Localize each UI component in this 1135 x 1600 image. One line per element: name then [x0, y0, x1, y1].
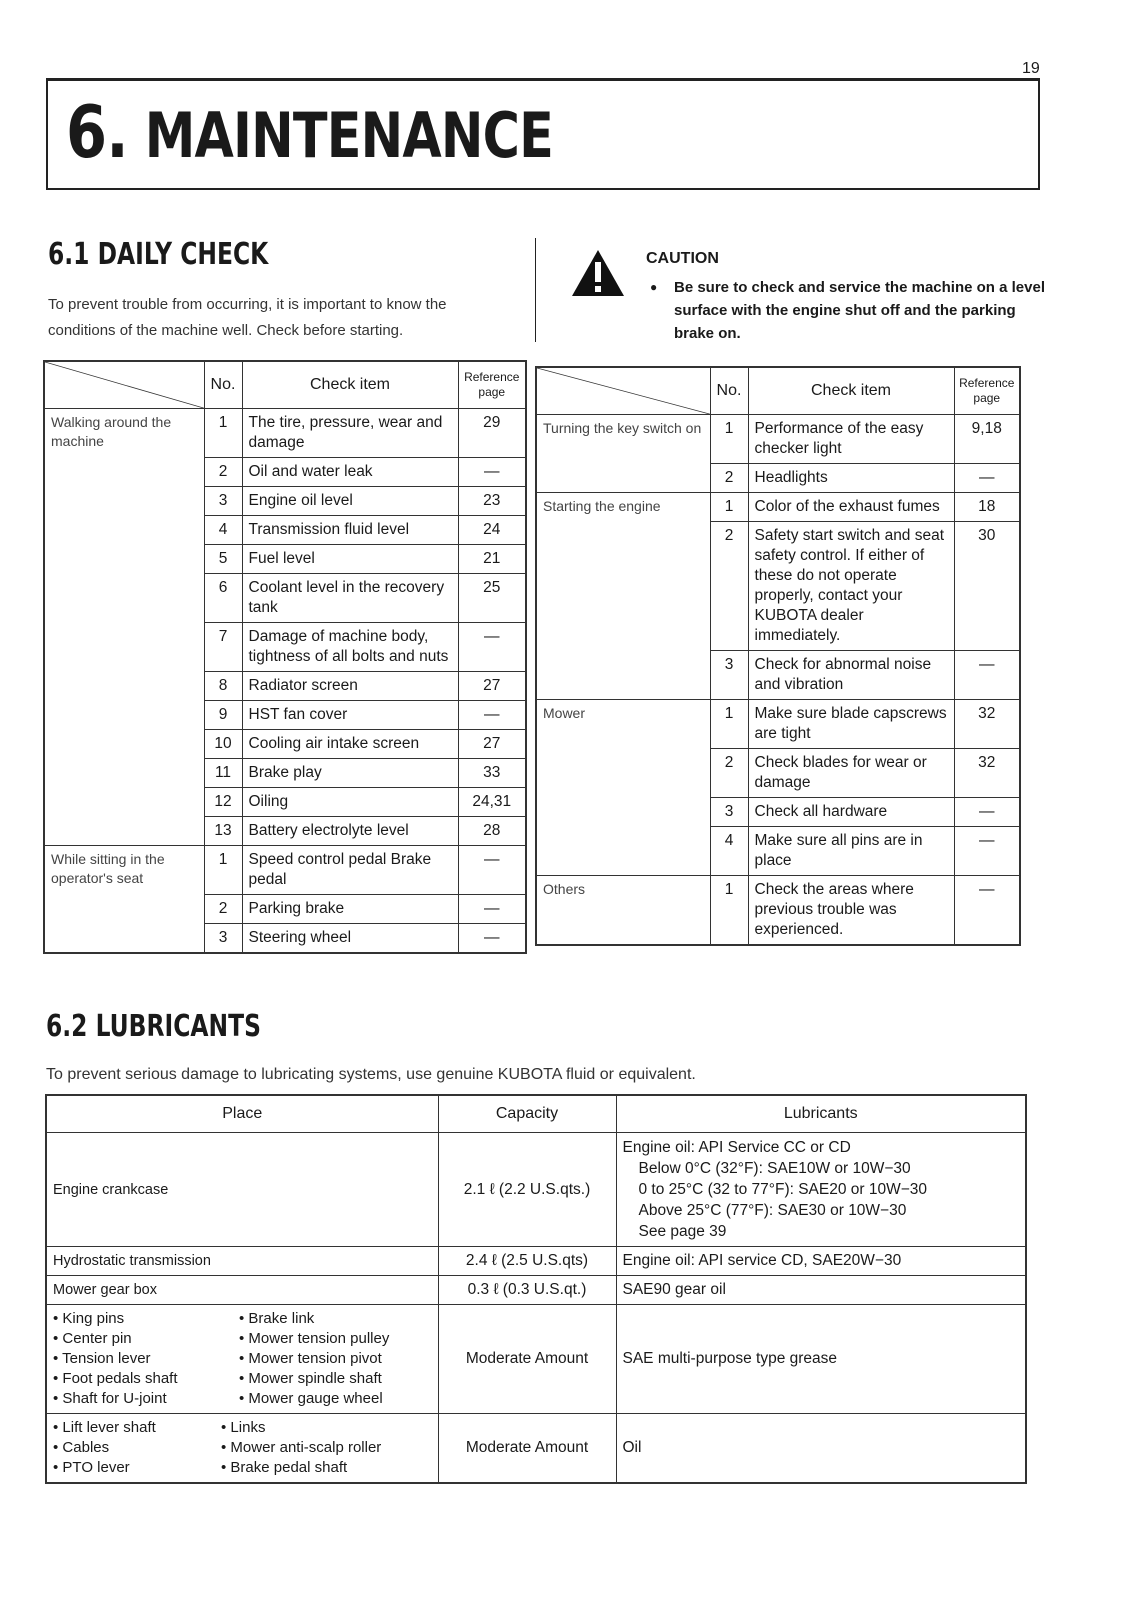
check-item: The tire, pressure, wear and damage	[242, 409, 458, 458]
item-number: 2	[204, 458, 242, 487]
table-row	[46, 1247, 1026, 1276]
table-row	[536, 700, 1020, 749]
grease-point: • Shaft for U-joint	[53, 1389, 231, 1409]
item-number: 13	[204, 817, 242, 846]
check-item: Check for abnormal noise and vibration	[748, 651, 954, 700]
table-row	[44, 846, 526, 895]
place-cell	[46, 1305, 438, 1414]
lubricant-line: 0 to 25°C (32 to 77°F): SAE20 or 10W−30	[638, 1181, 928, 1198]
reference-page: 21	[458, 545, 526, 574]
table-row	[46, 1414, 1026, 1484]
check-item: Headlights	[748, 464, 954, 493]
oil-point: • Links	[221, 1418, 432, 1438]
chapter-title	[66, 90, 554, 174]
chapter-number: 6.	[66, 90, 128, 174]
item-number: 1	[710, 493, 748, 522]
grease-point: • Mower tension pivot	[239, 1349, 432, 1369]
item-number: 5	[204, 545, 242, 574]
reference-page: —	[954, 464, 1020, 493]
reference-page: —	[954, 651, 1020, 700]
item-number: 1	[710, 700, 748, 749]
lubricant-line: Engine oil: API Service CC or CD	[622, 1139, 851, 1156]
item-number: 2	[710, 522, 748, 651]
lubricant-cell: Oil	[616, 1414, 1026, 1484]
header-no: No.	[710, 367, 748, 415]
group-label: Mower	[536, 700, 710, 876]
reference-page: —	[954, 876, 1020, 946]
check-item: Check the areas where previous trouble was experienced.	[748, 876, 954, 946]
item-number: 2	[204, 895, 242, 924]
caution-text: ● Be sure to check and service the machine on a level surface with the engine shut off and the parking brake on.	[650, 276, 1045, 345]
capacity-cell: Moderate Amount	[438, 1305, 616, 1414]
check-item: Coolant level in the recovery tank	[242, 574, 458, 623]
daily-check-table-left	[43, 360, 527, 954]
table-row	[44, 409, 526, 458]
check-item: Parking brake	[242, 895, 458, 924]
item-number: 3	[710, 798, 748, 827]
table-row	[536, 876, 1020, 946]
check-item: Safety start switch and seat safety control. If either of these do not operate properly, contact your KUBOTA dealer immediately.	[748, 522, 954, 651]
check-item: Transmission fluid level	[242, 516, 458, 545]
check-item: Color of the exhaust fumes	[748, 493, 954, 522]
group-label: Others	[536, 876, 710, 946]
lubricants-table	[45, 1094, 1027, 1484]
reference-page: 25	[458, 574, 526, 623]
reference-page: 23	[458, 487, 526, 516]
capacity-cell: 2.4 ℓ (2.5 U.S.qts)	[438, 1247, 616, 1276]
oil-point: • Cables	[53, 1438, 213, 1458]
reference-page: —	[954, 798, 1020, 827]
reference-page: —	[458, 924, 526, 954]
item-number: 11	[204, 759, 242, 788]
item-number: 1	[710, 415, 748, 464]
check-item: Make sure all pins are in place	[748, 827, 954, 876]
header-place: Place	[46, 1095, 438, 1133]
capacity-cell: 0.3 ℓ (0.3 U.S.qt.)	[438, 1276, 616, 1305]
reference-page: 32	[954, 749, 1020, 798]
grease-point: • Tension lever	[53, 1349, 231, 1369]
page-number: 19	[1022, 60, 1040, 77]
check-item: Damage of machine body, tightness of all bolts and nuts	[242, 623, 458, 672]
header-diagonal-cell	[536, 367, 710, 415]
reference-page: 24	[458, 516, 526, 545]
place-cell: Hydrostatic transmission	[46, 1247, 438, 1276]
oil-point: • Brake pedal shaft	[221, 1458, 432, 1478]
reference-page: —	[458, 895, 526, 924]
header-no: No.	[204, 361, 242, 409]
lubricant-line: Above 25°C (77°F): SAE30 or 10W−30	[638, 1202, 907, 1219]
table-row	[536, 415, 1020, 464]
daily-check-intro: To prevent trouble from occurring, it is important to know the conditions of the machine well. Check before starting.	[48, 296, 447, 339]
grease-point: • Mower spindle shaft	[239, 1369, 432, 1389]
grease-point: • Center pin	[53, 1329, 231, 1349]
warning-triangle-icon	[570, 248, 626, 298]
column-divider	[535, 238, 536, 342]
table-row	[536, 493, 1020, 522]
item-number: 1	[710, 876, 748, 946]
check-item: HST fan cover	[242, 701, 458, 730]
grease-point: • Mower tension pulley	[239, 1329, 432, 1349]
item-number: 3	[204, 924, 242, 954]
place-cell: Engine crankcase	[46, 1133, 438, 1247]
capacity-cell: Moderate Amount	[438, 1414, 616, 1484]
reference-page: —	[458, 846, 526, 895]
check-item: Fuel level	[242, 545, 458, 574]
lubricant-cell: Engine oil: API service CD, SAE20W−30	[616, 1247, 1026, 1276]
item-number: 3	[710, 651, 748, 700]
lubricant-cell: SAE multi-purpose type grease	[616, 1305, 1026, 1414]
check-item: Check all hardware	[748, 798, 954, 827]
lubricant-cell	[616, 1133, 1026, 1247]
reference-page: —	[458, 458, 526, 487]
lubricants-title: 6.2 LUBRICANTS	[46, 1009, 261, 1044]
check-item: Battery electrolyte level	[242, 817, 458, 846]
lubricant-line: Below 0°C (32°F): SAE10W or 10W−30	[638, 1160, 911, 1177]
header-lubricants: Lubricants	[616, 1095, 1026, 1133]
daily-check-table-right	[535, 366, 1021, 946]
oil-point: • Lift lever shaft	[53, 1418, 213, 1438]
group-label: While sitting in the operator's seat	[44, 846, 204, 954]
check-item: Cooling air intake screen	[242, 730, 458, 759]
item-number: 1	[204, 409, 242, 458]
reference-page: 29	[458, 409, 526, 458]
header-diagonal-cell	[44, 361, 204, 409]
item-number: 6	[204, 574, 242, 623]
reference-page: —	[954, 827, 1020, 876]
reference-page: 32	[954, 700, 1020, 749]
reference-page: 24,31	[458, 788, 526, 817]
check-item: Performance of the easy checker light	[748, 415, 954, 464]
caution-title: CAUTION	[646, 250, 719, 267]
header-check-item: Check item	[748, 367, 954, 415]
reference-page: 33	[458, 759, 526, 788]
table-row	[46, 1276, 1026, 1305]
check-item: Engine oil level	[242, 487, 458, 516]
check-item: Radiator screen	[242, 672, 458, 701]
place-cell: Mower gear box	[46, 1276, 438, 1305]
lubricants-intro: To prevent serious damage to lubricating systems, use genuine KUBOTA fluid or equivalent.	[46, 1066, 696, 1083]
reference-page: —	[458, 623, 526, 672]
reference-page: 9,18	[954, 415, 1020, 464]
grease-point: • Brake link	[239, 1309, 432, 1329]
oil-point: • PTO lever	[53, 1458, 213, 1478]
lubricant-cell: SAE90 gear oil	[616, 1276, 1026, 1305]
check-item: Oil and water leak	[242, 458, 458, 487]
reference-page: —	[458, 701, 526, 730]
check-item: Oiling	[242, 788, 458, 817]
grease-point: • Foot pedals shaft	[53, 1369, 231, 1389]
reference-page: 18	[954, 493, 1020, 522]
daily-check-title: 6.1 DAILY CHECK	[48, 237, 269, 272]
header-reference-page: Reference page	[458, 361, 526, 409]
check-item: Steering wheel	[242, 924, 458, 954]
item-number: 4	[710, 827, 748, 876]
reference-page: 30	[954, 522, 1020, 651]
reference-page: 27	[458, 730, 526, 759]
item-number: 7	[204, 623, 242, 672]
lubricant-line: See page 39	[638, 1223, 727, 1240]
table-row	[46, 1305, 1026, 1414]
header-capacity: Capacity	[438, 1095, 616, 1133]
item-number: 12	[204, 788, 242, 817]
item-number: 4	[204, 516, 242, 545]
group-label: Turning the key switch on	[536, 415, 710, 493]
item-number: 8	[204, 672, 242, 701]
item-number: 1	[204, 846, 242, 895]
item-number: 3	[204, 487, 242, 516]
check-item: Check blades for wear or damage	[748, 749, 954, 798]
oil-point: • Mower anti-scalp roller	[221, 1438, 432, 1458]
reference-page: 27	[458, 672, 526, 701]
table-row	[46, 1133, 1026, 1247]
capacity-cell: 2.1 ℓ (2.2 U.S.qts.)	[438, 1133, 616, 1247]
header-check-item: Check item	[242, 361, 458, 409]
check-item: Speed control pedal Brake pedal	[242, 846, 458, 895]
check-item: Make sure blade capscrews are tight	[748, 700, 954, 749]
grease-point: • Mower gauge wheel	[239, 1389, 432, 1409]
item-number: 2	[710, 749, 748, 798]
item-number: 2	[710, 464, 748, 493]
item-number: 10	[204, 730, 242, 759]
reference-page: 28	[458, 817, 526, 846]
grease-point: • King pins	[53, 1309, 231, 1329]
group-label: Walking around the machine	[44, 409, 204, 846]
item-number: 9	[204, 701, 242, 730]
header-reference-page: Reference page	[954, 367, 1020, 415]
group-label: Starting the engine	[536, 493, 710, 700]
place-cell	[46, 1414, 438, 1484]
chapter-title-text: MAINTENANCE	[144, 99, 554, 172]
check-item: Brake play	[242, 759, 458, 788]
